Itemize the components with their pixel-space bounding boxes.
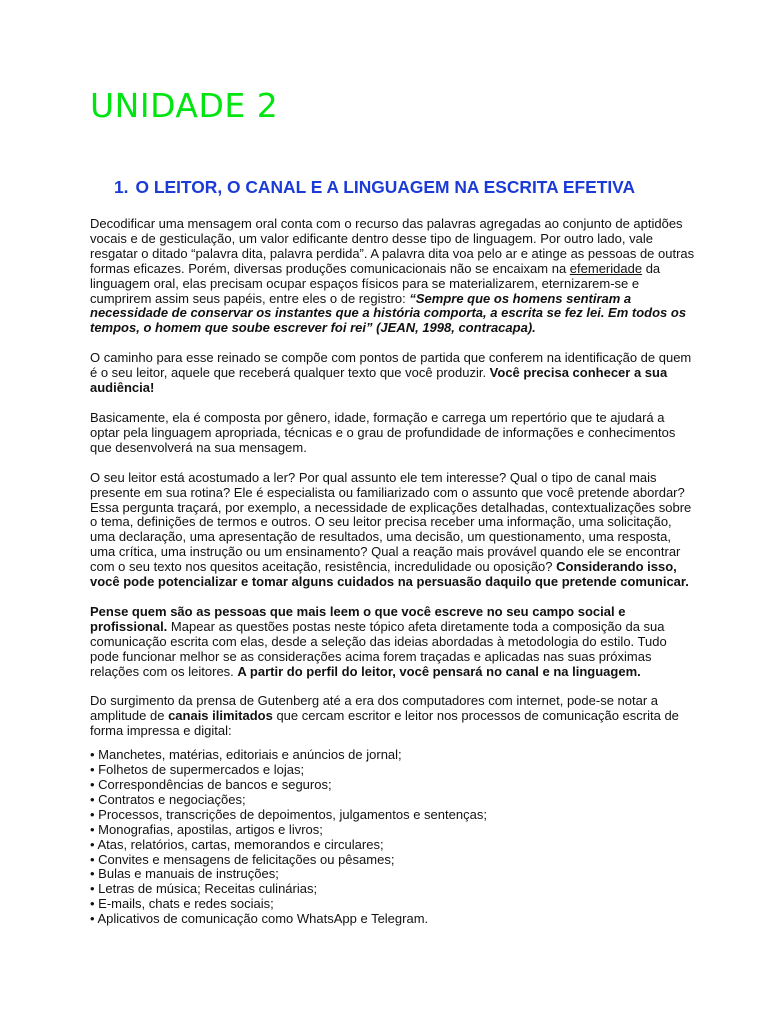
list-item: • Processos, transcrições de depoimentos, julgamentos e sentenças; [90,806,487,822]
list-item: • Manchetes, matérias, editoriais e anúncios de jornal; [90,747,402,763]
section-title: O LEITOR, O CANAL E A LINGUAGEM NA ESCRITA EFETIVA [135,177,636,197]
emphasis-text: canais ilimitados [168,708,273,724]
list-item: • Aplicativos de comunicação como WhatsApp e Telegram. [90,911,429,927]
list-item: • Monografias, apostilas, artigos e livros; [90,821,323,837]
emphasis-text: Você precisa conhecer a sua audiência! [90,365,668,396]
paragraph-text: Basicamente, ela é composta por gênero, idade, formação e carrega um repertório que te ajudará a optar pela linguagem apropriada, técnicas e o grau de profundidade de informações e conhecimentos que desenvolverá na sua mensagem. [90,409,676,455]
paragraph-text: da linguagem oral, elas precisam ocupar espaços físicos para se materializarem, eternizarem-se e cumprirem assim seus papéis, entre eles o de registro: [90,260,661,306]
paragraph-text: O seu leitor está acostumado a ler? Por qual assunto ele tem interesse? Qual o tipo de canal mais presente em sua rotina? Ele é especialista ou familiarizado com o assunto que você pretende abordar? Essa pergunta traçará, por exemplo, a necessidade de explicações detalhadas, contextualizações sobre o tema, definições de termos e outros. O seu leitor precisa receber uma informação, uma solicitação, uma declaração, uma apresentação de resultados, uma decisão, um questionamento, uma resposta, uma crítica, uma instrução ou um ensinamento? Qual a reação mais provável quando ele se encontrar com o seu texto nos quesitos aceitação, resistência, incredulidade ou oposição? [90,469,692,575]
unit-title: UNIDADE 2 [90,86,279,125]
paragraph-readers [90,605,695,680]
underlined-term: efemeridade [569,260,643,276]
emphasis-text: Pense quem são as pessoas que mais leem o que você escreve no seu campo social e profissional. [90,603,626,634]
paragraph-composition [90,411,695,456]
paragraph-text: Mapear as questões postas neste tópico afeta diretamente toda a composição da sua comunicação escrita com elas, desde a seleção das ideias abordadas à metodologia do estilo. Tudo pode funcionar melhor se as considerações acima forem traçadas e aplicadas nas suas próximas relações com os leitores. [90,618,667,679]
paragraph-text: que cercam escritor e leitor nos processos de comunicação escrita de forma impressa e digital: [90,708,679,739]
paragraph-questions [90,471,695,590]
paragraph-intro [90,217,695,336]
paragraph-text: Do surgimento da prensa de Gutenberg até a era dos computadores com internet, pode-se notar a amplitude de [90,693,659,724]
body-text [90,217,695,927]
paragraph-audience [90,351,695,396]
list-item: • Folhetos de supermercados e lojas; [90,762,305,778]
channels-list [90,748,695,927]
section-number: 1. [114,177,129,197]
list-item: • E-mails, chats e redes sociais; [90,896,274,912]
emphasis-text: A partir do perfil do leitor, você pensará no canal e na linguagem. [237,663,641,679]
list-item: • Convites e mensagens de felicitações ou pêsames; [90,851,395,867]
quotation: “Sempre que os homens sentiram a necessidade de conservar os instantes que a história comporta, a escrita se fez lei. Em todos os tempos, o homem que soube escrever foi rei” (JEAN, 1998, contracapa). [90,290,687,336]
paragraph-channels [90,694,695,739]
list-item: • Atas, relatórios, cartas, memorandos e circulares; [90,836,384,852]
section-heading [114,177,635,198]
paragraph-text: Decodificar uma mensagem oral conta com o recurso das palavras agregadas ao conjunto de aptidões vocais e de gesticulação, um valor edificante dentro desse tipo de linguagem. Por outro lado, vale resgatar o ditado “palavra dita, palavra perdida”. A palavra dita voa pelo ar e atinge as pessoas de outras formas eficazes. Porém, diversas produções comunicacionais não se encaixam na [90,216,695,276]
emphasis-text: Considerando isso, você pode potencializar e tomar alguns cuidados na persuasão daquilo que pretende comunicar. [90,559,689,590]
list-item: • Contratos e negociações; [90,791,246,807]
list-item: • Bulas e manuais de instruções; [90,866,279,882]
paragraph-text: O caminho para esse reinado se compõe com pontos de partida que conferem na identificação de quem é o seu leitor, aquele que receberá qualquer texto que você produzir. [90,350,692,381]
list-item: • Correspondências de bancos e seguros; [90,777,332,792]
list-item: • Letras de música; Receitas culinárias; [90,881,318,897]
